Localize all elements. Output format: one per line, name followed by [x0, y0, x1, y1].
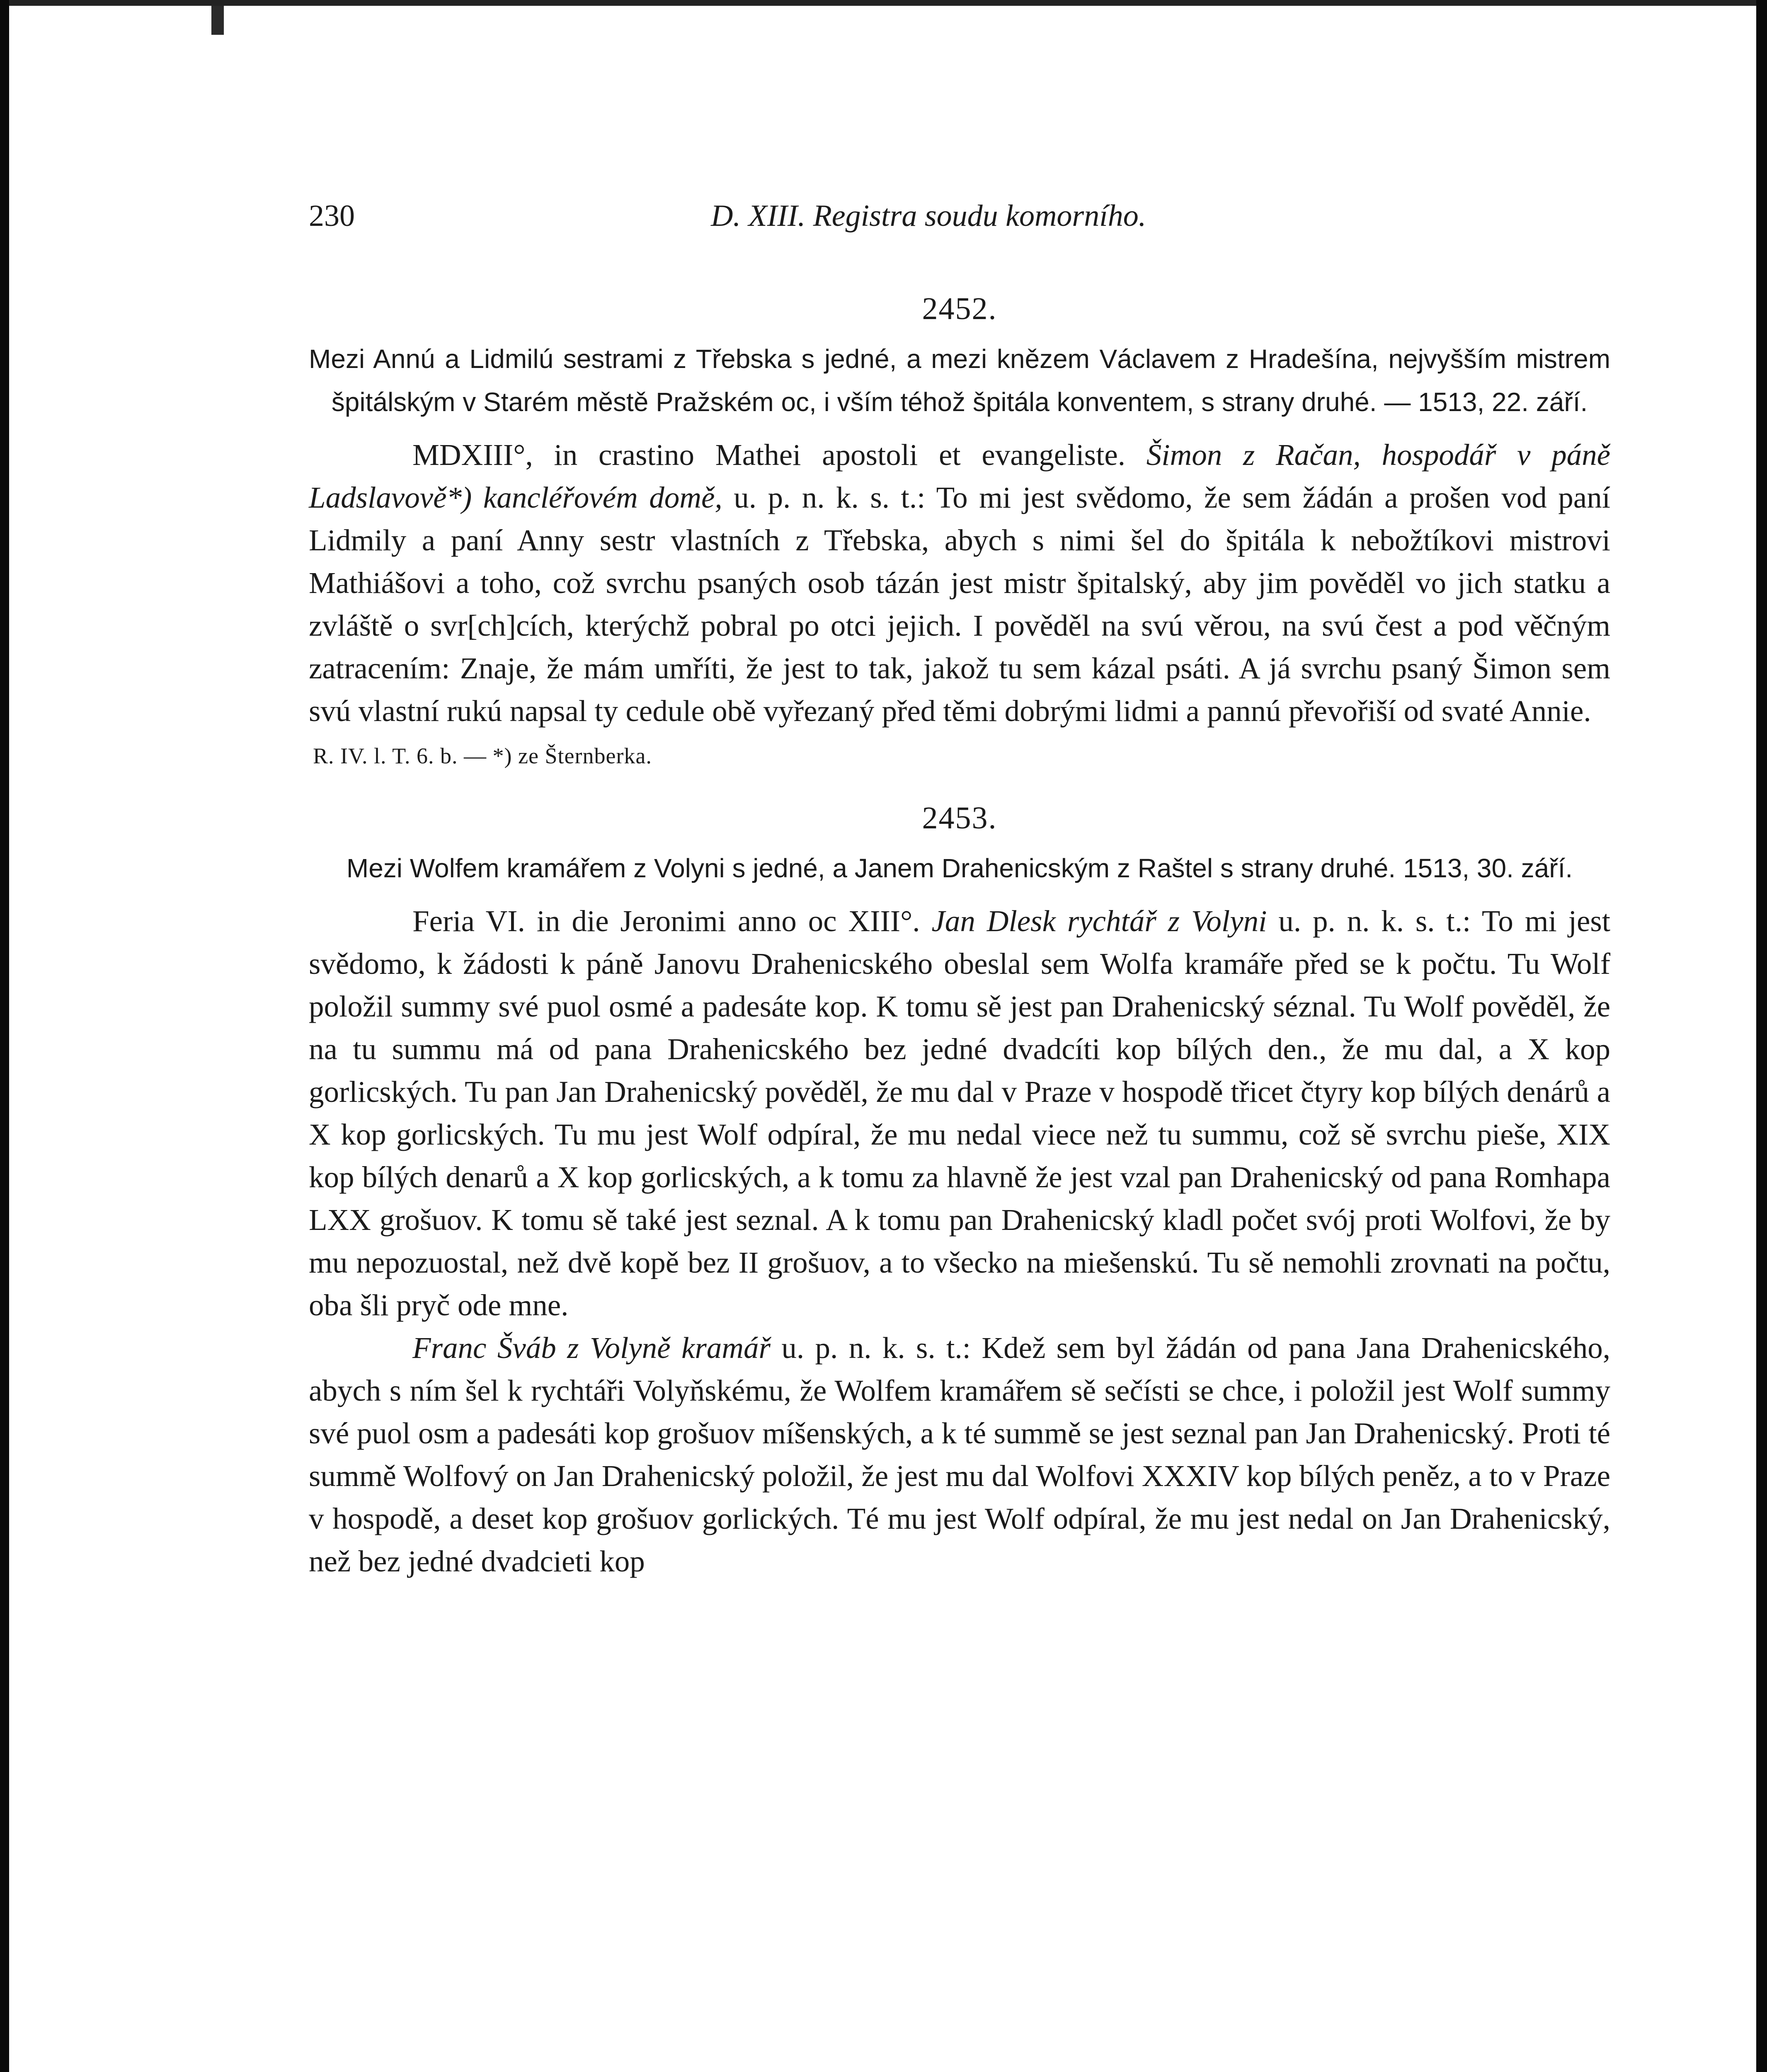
- scan-artifact-mark: [211, 6, 224, 35]
- paragraph-text: u. p. n. k. s. t.: To mi jest svědomo, k žádosti k páně Janovu Drahenicského obeslal sem Wolfa kramáře před se k počtu. Tu Wolf položil summy své puol osmé a padesáte kop. K tomu sě jest pan Drahenicský séznal. Tu Wolf pověděl, že na tu summu má od pana Drahenicského bez jedné dvadcíti kop bílých den., že mu dal, a X kop gorlicských. Tu pan Jan Drahenicský pověděl, že mu dal v Praze v hospodě třicet čtyry kop bílých denárů a X kop gorlicských. Tu mu jest Wolf odpíral, že mu nedal viece než tu summu, což sě svrchu pieše, XIX kop bílých denarů a X kop gorlicských, a k tomu za hlavně že jest vzal pan Drahenicský od pana Romhapa LXX grošuov. K tomu sě také jest seznal. A k tomu pan Drahenicský kladl počet svój proti Wolfovi, že by mu nepozuostal, než dvě kopě bez II grošuov, a to všecko na miešenskú. Tu sě nemohli zrovnati na počtu, oba šli pryč ode mne.: [309, 904, 1611, 1322]
- witness-name: Jan Dlesk rychtář z Volyni: [931, 904, 1267, 938]
- entry-number: 2452.: [922, 291, 997, 326]
- entry-heading: Mezi Annú a Lidmilú sestrami z Třebska s jedné, a mezi knězem Václavem z Hradešína, nejvyšším mistrem špitálským v Starém městě Pražském oc, i vším téhož špitála konventem, s strany druhé. — 1513, 22. září.: [309, 344, 1610, 417]
- scan-border-right: [1756, 0, 1767, 2072]
- paragraph-date: Feria VI. in die Jeronimi anno oc XIII°.: [412, 904, 920, 938]
- running-title: D. XIII. Registra soudu komorního.: [711, 199, 1146, 233]
- paragraph-text: u. p. n. k. s. t.: To mi jest svědomo, že sem žádán a prošen vod paní Lidmily a paní Anny sestr vlastních z Třebska, abych s nimi šel do špitála k nebožtíkovi mistrovi Mathiášovi a toho, což svrchu psaných osob tázán jest mistr špitalský, aby jim pověděl vo jich statku a zvláště o svr[ch]cích, kterýchž pobral po otci jejich. I pověděl na svú věrou, na svú čest a pod věčným zatracením: Znaje, že mám umříti, že jest to tak, jakož tu sem kázal psáti. A já svrchu psaný Šimon sem svú vlastní rukú napsal ty cedule obě vyřezaný před těmi dobrými lidmi a pannú převořiší od svaté Annie.: [309, 481, 1610, 728]
- paragraph-date: MDXIII°, in crastino Mathei apostoli et evangeliste.: [412, 438, 1126, 472]
- source-note: R. IV. l. T. 6. b. — *) ze Šternberka.: [313, 743, 652, 768]
- entry-heading: Mezi Wolfem kramářem z Volyni s jedné, a Janem Drahenicským z Raštel s strany druhé. 1513, 30. září.: [346, 853, 1573, 883]
- witness-name: Šimon z Račan, hospodář v páně Ladslavově*) kancléřovém domě,: [309, 438, 1610, 514]
- entry-paragraph: [309, 1326, 1610, 1583]
- entry-paragraph: [309, 433, 1610, 732]
- entry-2453: [309, 795, 1610, 1583]
- entry-number: 2453.: [922, 801, 997, 835]
- entry-paragraph: [309, 900, 1610, 1326]
- page-number: 230: [309, 199, 355, 233]
- scan-border-top: [0, 0, 1767, 6]
- scan-border-left: [0, 0, 9, 2072]
- witness-name: Franc Šváb z Volyně kramář: [412, 1331, 771, 1365]
- running-head: [309, 195, 1610, 240]
- paragraph-text: u. p. n. k. s. t.: Kdež sem byl žádán od pana Jana Drahenicského, abych s ním šel k rychtáři Volyňskému, že Wolfem kramářem sě sečísti se chce, i položil jest Wolf summy své puol osm a padesáti kop grošuov míšenských, a k té summě se jest seznal pan Jan Drahenicský. Proti té summě Wolfový on Jan Drahenicský položil, že jest mu dal Wolfovi XXXIV kop bílých peněz, a to v Praze v hospodě, a deset kop grošuov gorlických. Té mu jest Wolf odpíral, že mu jest nedal on Jan Drahenicský, než bez jedné dvadcieti kop: [309, 1331, 1611, 1578]
- document-page: [309, 195, 1610, 1583]
- entry-2452: [309, 286, 1610, 775]
